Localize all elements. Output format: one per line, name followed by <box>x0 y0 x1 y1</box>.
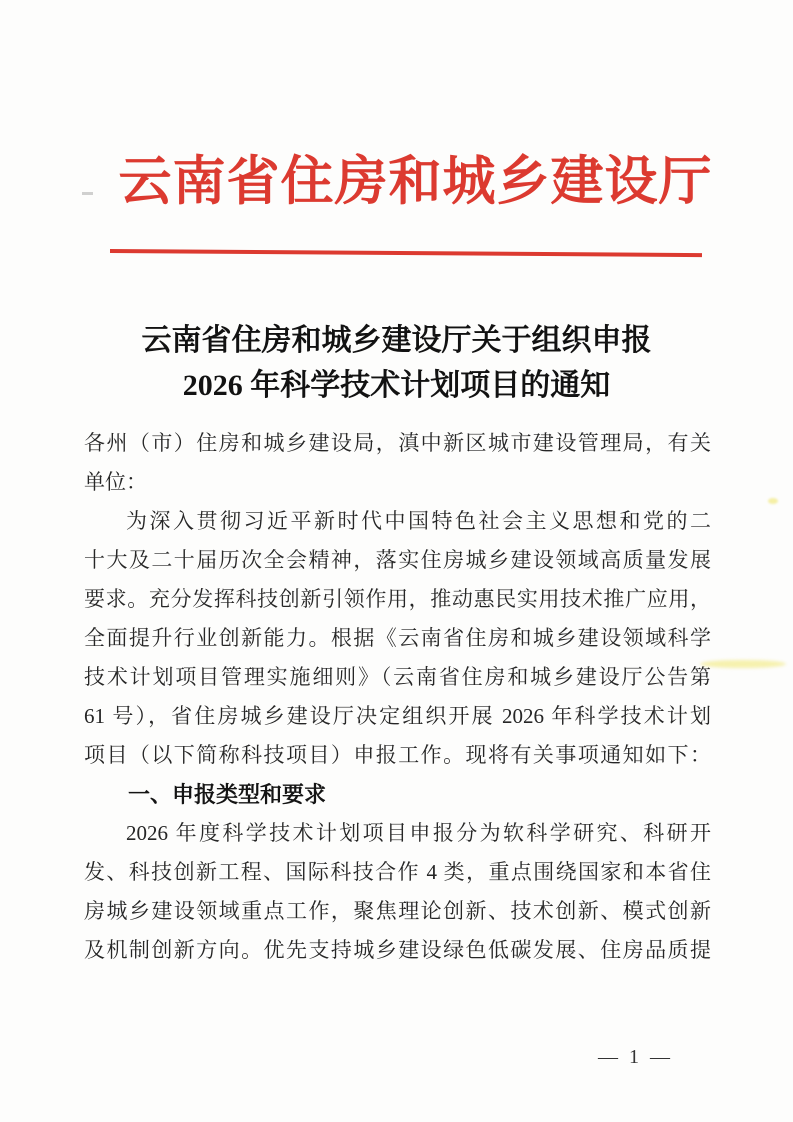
letterhead-org-name: 云南省住房和城乡建设厅 <box>118 153 713 211</box>
body-line: 项目（以下简称科技项目）申报工作。现将有关事项通知如下： <box>84 743 711 767</box>
letterhead-divider <box>110 249 702 257</box>
body-line: 2026 年度科学技术计划项目申报分为软科学研究、科研开 <box>126 821 711 845</box>
body-line: 全面提升行业创新能力。根据《云南省住房和城乡建设领域科学 <box>84 626 711 650</box>
body-line: 房城乡建设领域重点工作，聚焦理论创新、技术创新、模式创新 <box>84 899 711 923</box>
body-line: 为深入贯彻习近平新时代中国特色社会主义思想和党的二 <box>126 509 711 533</box>
body-line: 61 号），省住房城乡建设厅决定组织开展 2026 年科学技术计划 <box>84 704 711 728</box>
document-title-line2: 2026 年科学技术计划项目的通知 <box>182 369 611 402</box>
document-title <box>0 318 793 408</box>
section-heading: 一、申报类型和要求 <box>128 782 327 807</box>
body-line: 要求。充分发挥科技创新引领作用，推动惠民实用技术推广应用， <box>84 587 711 611</box>
body-line: 各州（市）住房和城乡建设局，滇中新区城市建设管理局，有关 <box>84 431 711 455</box>
body-line: 发、科技创新工程、国际科技合作 4 类，重点围绕国家和本省住 <box>84 860 711 884</box>
body-line: 单位： <box>84 470 147 494</box>
body-line: 十大及二十届历次全会精神，落实住房城乡建设领域高质量发展 <box>84 548 711 572</box>
body-line: 及机制创新方向。优先支持城乡建设绿色低碳发展、住房品质提 <box>84 938 711 962</box>
document-title-line1: 云南省住房和城乡建设厅关于组织申报 <box>141 324 652 357</box>
scan-smudge <box>700 660 786 668</box>
document-body <box>84 424 711 970</box>
scan-smudge <box>768 498 778 504</box>
body-line: 技术计划项目管理实施细则》（云南省住房和城乡建设厅公告第 <box>84 665 711 689</box>
page-number: — 1 — <box>598 1046 673 1068</box>
